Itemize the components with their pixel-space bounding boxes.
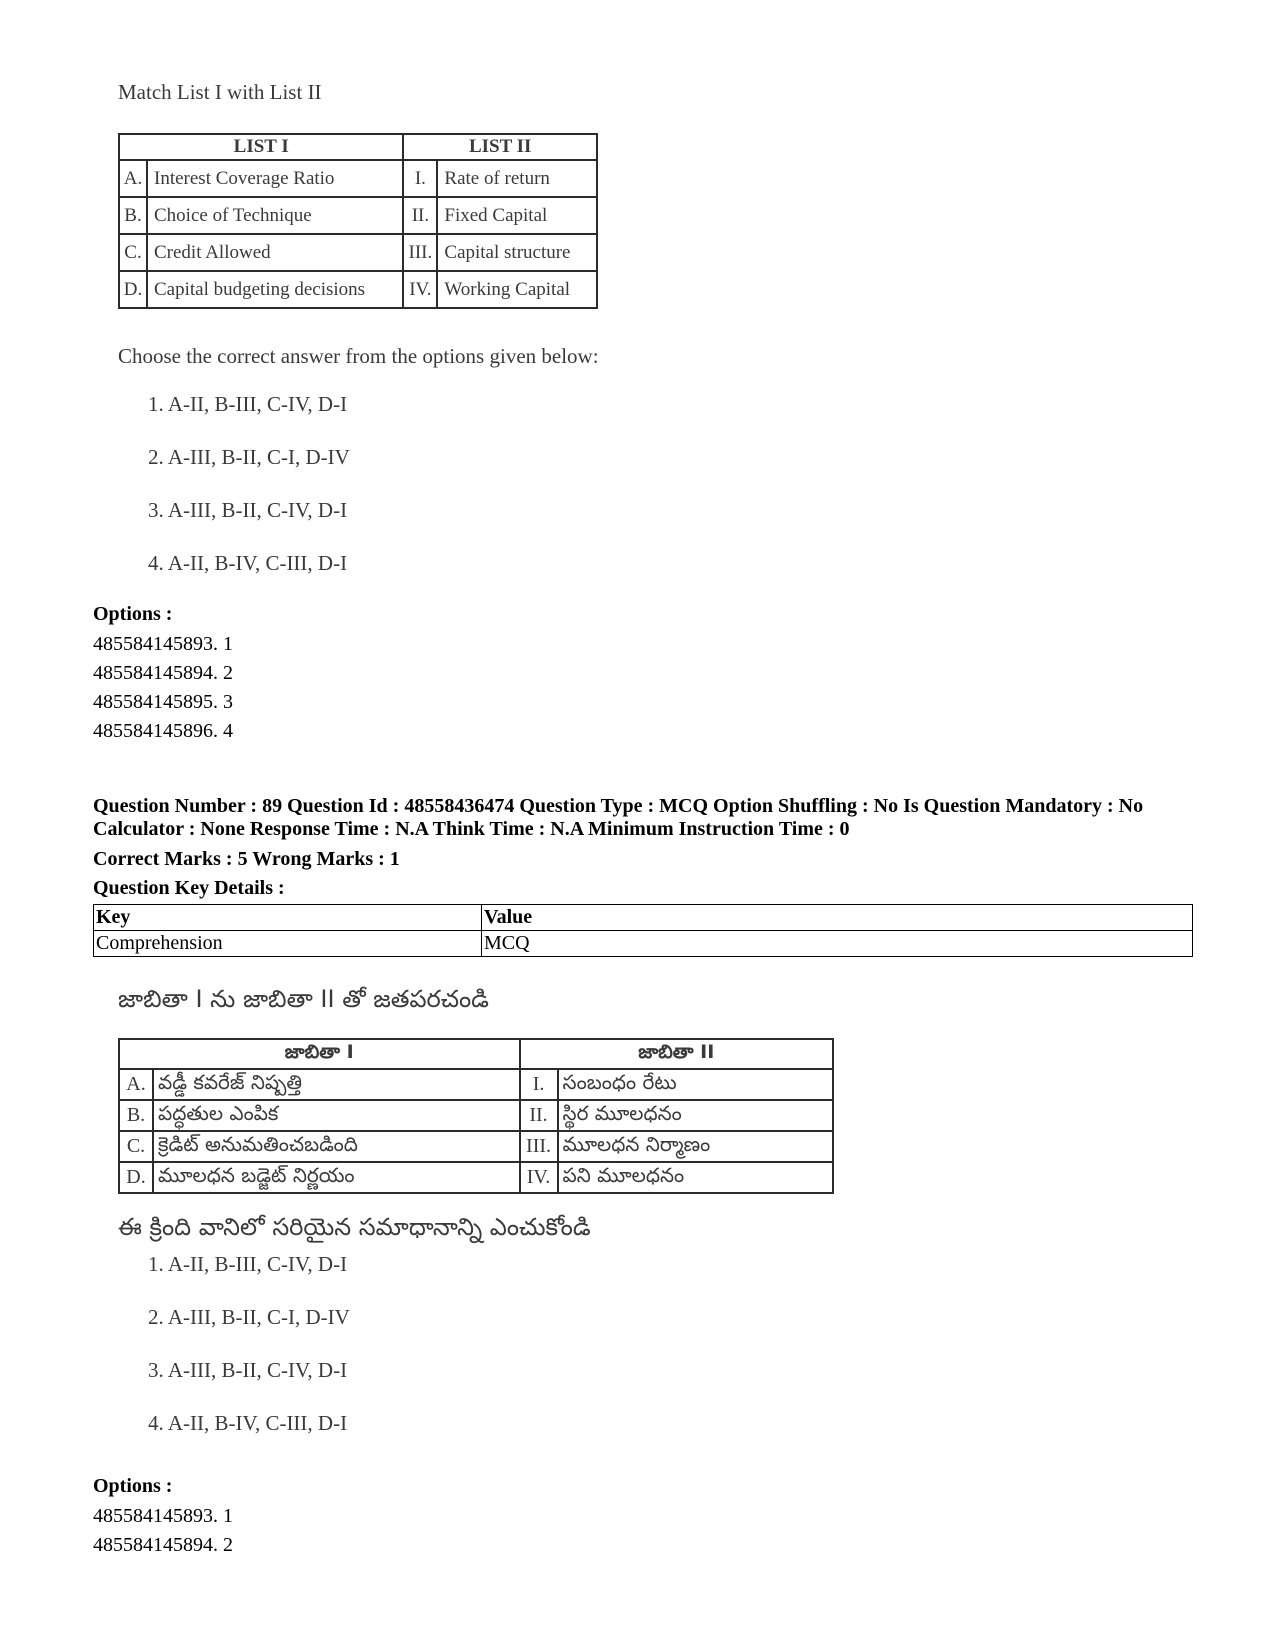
table-row xyxy=(119,1069,833,1100)
list1-item: Credit Allowed xyxy=(147,234,403,271)
value-header: Value xyxy=(482,905,1193,931)
row-letter: A. xyxy=(119,160,147,197)
table-row xyxy=(119,160,597,197)
question-meta: Question Number : 89 Question Id : 48558436474 Question Type : MCQ Option Shuffling : No Is Question Mandatory : No Calculator : None Response Time : N.A Think Time : N.A Minimum Instruction Time : 0 xyxy=(93,795,1144,840)
row-letter: A. xyxy=(119,1069,153,1100)
list2-item: Fixed Capital xyxy=(437,197,597,234)
q2-options-label: Options : xyxy=(93,1475,173,1497)
row-roman: II. xyxy=(520,1100,558,1131)
list1-item: వడ్డీ కవరేజ్ నిష్పత్తి xyxy=(153,1069,520,1100)
option-item: 485584145893. 1 xyxy=(93,633,233,655)
table-row xyxy=(119,234,597,271)
row-letter: D. xyxy=(119,271,147,308)
row-roman: IV. xyxy=(520,1162,558,1193)
q2-instruction: జాబితా I ను జాబితా II తో జతపరచండి xyxy=(118,985,489,1013)
q1-match-table xyxy=(118,133,598,309)
row-roman: III. xyxy=(520,1131,558,1162)
table-header-row xyxy=(119,1039,833,1069)
answer-choice-4: 4. A-II, B-IV, C-III, D-I xyxy=(148,1411,348,1435)
list2-item: మూలధన నిర్మాణం xyxy=(558,1131,833,1162)
table-header-row xyxy=(119,134,597,160)
answer-choice-1: 1. A-II, B-III, C-IV, D-I xyxy=(148,1252,348,1276)
table-row xyxy=(119,197,597,234)
key-header: Key xyxy=(94,905,482,931)
row-roman: II. xyxy=(403,197,437,234)
q1-choose-text: Choose the correct answer from the options given below: xyxy=(118,344,599,368)
q1-option-list xyxy=(93,630,233,746)
row-letter: C. xyxy=(119,1131,153,1162)
list2-item: Working Capital xyxy=(437,271,597,308)
list2-item: స్థిర మూలధనం xyxy=(558,1100,833,1131)
q2-match-table xyxy=(118,1038,834,1194)
row-letter: C. xyxy=(119,234,147,271)
option-item: 485584145896. 4 xyxy=(93,720,233,742)
answer-choice-1: 1. A-II, B-III, C-IV, D-I xyxy=(148,392,348,416)
option-item: 485584145894. 2 xyxy=(93,662,233,684)
row-roman: III. xyxy=(403,234,437,271)
list1-item: మూలధన బడ్జెట్ నిర్ణయం xyxy=(153,1162,520,1193)
list1-item: Interest Coverage Ratio xyxy=(147,160,403,197)
table-row xyxy=(119,1100,833,1131)
option-item: 485584145894. 2 xyxy=(93,1534,233,1556)
key-details-table xyxy=(93,904,1193,957)
q2-choose-text: ఈ క్రింది వానిలో సరియైన సమాధానాన్ని ఎంచుకోండి xyxy=(118,1213,591,1241)
q1-answer-list xyxy=(148,378,350,590)
table-header-row xyxy=(94,905,1193,931)
list1-item: క్రెడిట్ అనుమతించబడింది xyxy=(153,1131,520,1162)
row-letter: B. xyxy=(119,197,147,234)
answer-choice-3: 3. A-III, B-II, C-IV, D-I xyxy=(148,498,348,522)
q2-option-list xyxy=(93,1502,233,1560)
answer-choice-2: 2. A-III, B-II, C-I, D-IV xyxy=(148,1305,350,1329)
list2-item: పని మూలధనం xyxy=(558,1162,833,1193)
list2-header: LIST II xyxy=(403,134,597,160)
key-details-label: Question Key Details : xyxy=(93,877,285,899)
row-roman: I. xyxy=(403,160,437,197)
table-row xyxy=(119,271,597,308)
q1-instruction: Match List I with List II xyxy=(118,80,322,104)
list1-item: Choice of Technique xyxy=(147,197,403,234)
list1-header: LIST I xyxy=(119,134,403,160)
list2-item: Rate of return xyxy=(437,160,597,197)
list2-item: Capital structure xyxy=(437,234,597,271)
list2-header: జాబితా II xyxy=(520,1039,833,1069)
list1-item: పద్ధతుల ఎంపిక xyxy=(153,1100,520,1131)
list2-item: సంబంధం రేటు xyxy=(558,1069,833,1100)
table-row xyxy=(119,1162,833,1193)
answer-choice-3: 3. A-III, B-II, C-IV, D-I xyxy=(148,1358,348,1382)
answer-choice-2: 2. A-III, B-II, C-I, D-IV xyxy=(148,445,350,469)
q2-answer-list xyxy=(148,1238,350,1450)
value-cell: MCQ xyxy=(482,931,1193,957)
option-item: 485584145893. 1 xyxy=(93,1505,233,1527)
table-row xyxy=(119,1131,833,1162)
answer-choice-4: 4. A-II, B-IV, C-III, D-I xyxy=(148,551,348,575)
row-roman: IV. xyxy=(403,271,437,308)
row-letter: D. xyxy=(119,1162,153,1193)
table-row xyxy=(94,931,1193,957)
list1-item: Capital budgeting decisions xyxy=(147,271,403,308)
option-item: 485584145895. 3 xyxy=(93,691,233,713)
question-marks: Correct Marks : 5 Wrong Marks : 1 xyxy=(93,848,400,870)
row-roman: I. xyxy=(520,1069,558,1100)
list1-header: జాబితా I xyxy=(119,1039,520,1069)
q1-options-label: Options : xyxy=(93,603,173,625)
key-cell: Comprehension xyxy=(94,931,482,957)
row-letter: B. xyxy=(119,1100,153,1131)
